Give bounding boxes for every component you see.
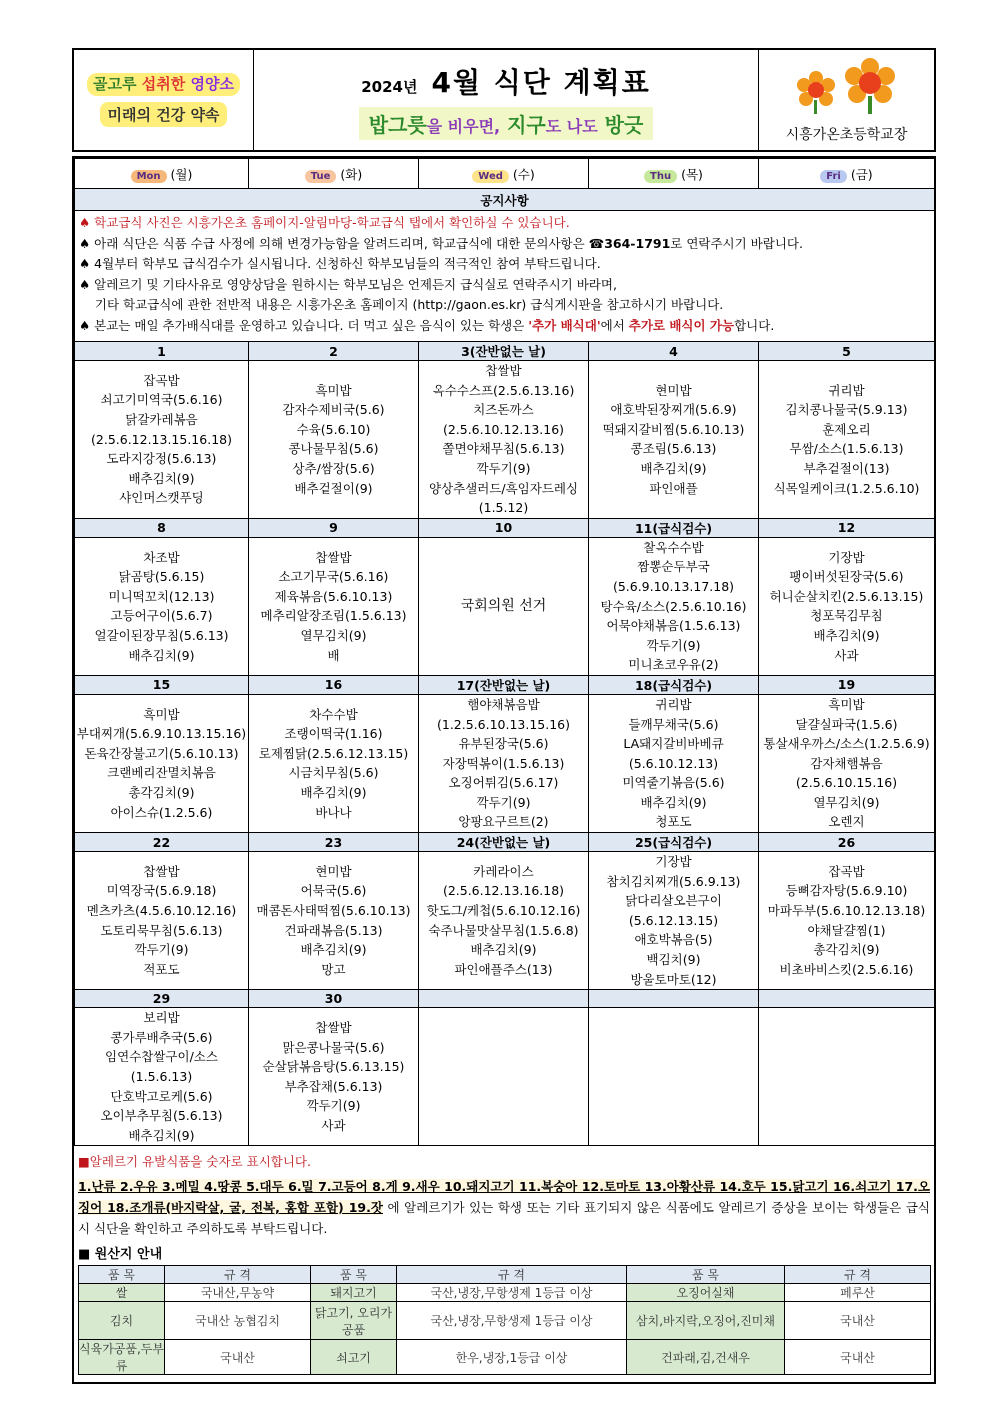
- menu-item: 깍두기(9): [476, 460, 531, 476]
- menu-item: 콩가루배추국(5.6): [110, 1029, 213, 1045]
- origin-row: [79, 1284, 931, 1302]
- date-cell: 11(급식검수): [589, 518, 759, 537]
- menu-item: 열무김치(9): [813, 794, 880, 810]
- menu-item: 짬뽕순두부국: [637, 559, 710, 575]
- date-cell: 4: [589, 342, 759, 361]
- page-title: 4월 식단 계획표: [431, 65, 651, 99]
- menu-item: 팽이버섯된장국(5.6): [789, 569, 904, 585]
- origin-header-cell: 품 목: [79, 1266, 165, 1284]
- menu-item: 매콤돈사태떡찜(5.6.10.13): [256, 903, 411, 919]
- meal-cell: [419, 361, 589, 519]
- menu-item: 얼갈이된장무침(5.6.13): [94, 627, 229, 643]
- origin-cell: 국내산: [785, 1302, 931, 1340]
- menu-item: 배추김치(9): [813, 627, 880, 643]
- menu-item: 야채달걀찜(1): [807, 922, 886, 938]
- menu-item: 닭갈카레볶음: [125, 411, 198, 427]
- meal-cell: [589, 694, 759, 832]
- meal-cell: [75, 1008, 249, 1146]
- meal-cell: [419, 694, 589, 832]
- menu-item: 국회의원 선거: [460, 597, 547, 614]
- day-header: [249, 159, 419, 189]
- meal-row: [75, 361, 935, 519]
- menu-item: 바나나: [315, 804, 352, 820]
- menu-item: 깍두기(9): [646, 637, 701, 653]
- menu-item: 도라지강정(5.6.13): [106, 451, 217, 467]
- origin-cell: 돼지고기: [311, 1284, 397, 1302]
- menu-item: 청포도: [655, 814, 692, 830]
- menu-item: 샤인머스캣푸딩: [119, 490, 204, 506]
- menu-item: 건파래볶음(5.13): [284, 922, 383, 938]
- date-cell: 26: [759, 833, 935, 852]
- origin-header-cell: 규 격: [397, 1266, 627, 1284]
- meal-cell: [75, 537, 249, 675]
- day-header: [419, 159, 589, 189]
- menu-item: (2.5.6.10.15.16): [795, 775, 898, 791]
- allergy-tail: 에 알레르기가 있는 학생 또는 기타 표기되지 않은 식품에도 알레르기 증상을 보이는 학생들은 급식 시 식단을 확인하고 주의하도록 부탁드립니다.: [78, 1200, 930, 1236]
- sub-slogan-1: 밥그릇: [368, 112, 427, 137]
- day-tag: Fri: [820, 170, 847, 183]
- meal-cell: [419, 1008, 589, 1146]
- date-row: [75, 342, 935, 361]
- menu-item: 옥수수스프(2.5.6.13.16): [432, 382, 575, 398]
- origin-cell: 식육가공품,두부류: [79, 1340, 165, 1375]
- menu-item: 크랜베리잔멸치볶음: [107, 765, 216, 781]
- origin-title: ■ 원산지 안내: [78, 1247, 163, 1262]
- meal-cell: [589, 361, 759, 519]
- meal-cell: [75, 361, 249, 519]
- menu-item: 배추김치(9): [300, 785, 367, 801]
- date-cell: 10: [419, 518, 589, 537]
- day-label: (목): [681, 166, 703, 182]
- sub-slogan: [359, 107, 654, 140]
- menu-item: 아이스슈(1.2.5.6): [110, 804, 213, 820]
- date-cell: 25(급식검수): [589, 833, 759, 852]
- menu-item: LA돼지갈비바베큐: [623, 736, 724, 752]
- date-cell: 3(잔반없는 날): [419, 342, 589, 361]
- meal-row: [75, 852, 935, 990]
- menu-item: 들깨무채국(5.6): [628, 716, 719, 732]
- menu-item: 비초바비스킷(2.5.6.16): [779, 961, 914, 977]
- menu-item: 잡곡밥: [828, 863, 865, 879]
- notice-line: ♠ 알레르기 및 기타사유로 영양상담을 원하시는 학부모님은 언제든지 급식실로 연락주시기 바라며,: [79, 276, 617, 292]
- menu-item: 깍두기(9): [476, 794, 531, 810]
- date-cell: 15: [75, 675, 249, 694]
- menu-item: 상추/쌈장(5.6): [292, 460, 375, 476]
- meal-cell: [589, 852, 759, 990]
- slogan-word-2: 섭취한: [141, 75, 186, 94]
- menu-item: 오이부추무침(5.6.13): [100, 1108, 223, 1124]
- menu-item: 배: [327, 647, 340, 663]
- meal-cell: [589, 537, 759, 675]
- menu-item: 콩조림(5.6.13): [630, 441, 717, 457]
- menu-item: 등뼈감자탕(5.6.9.10): [785, 883, 908, 899]
- menu-item: 깍두기(9): [306, 1098, 361, 1114]
- menu-item: 미역장국(5.6.9.18): [106, 883, 217, 899]
- day-header: [75, 159, 249, 189]
- date-cell: 29: [75, 990, 249, 1008]
- menu-item: 감자채햄볶음: [810, 755, 883, 771]
- menu-item: 배추김치(9): [640, 794, 707, 810]
- origin-cell: 국내산 농협김치: [165, 1302, 311, 1340]
- notice-text: 에서: [600, 317, 629, 333]
- day-tag: Wed: [472, 170, 509, 183]
- menu-item: 달걀실파국(1.5.6): [795, 716, 898, 732]
- menu-item: 마파두부(5.6.10.12.13.18): [767, 903, 926, 919]
- menu-item: 시금치무침(5.6): [288, 765, 379, 781]
- menu-item: (5.6.9.10.13.17.18): [612, 578, 735, 594]
- meal-cell: [75, 852, 249, 990]
- date-cell: 9: [249, 518, 419, 537]
- menu-item: 부대찌개(5.6.9.10.13.15.16): [76, 726, 247, 742]
- menu-item: 사과: [834, 647, 859, 663]
- menu-item: 양상추샐러드/흑임자드레싱: [428, 480, 579, 496]
- menu-item: 기장밥: [655, 854, 692, 870]
- menu-item: 파인애플주스(13): [454, 961, 553, 977]
- menu-item: 잡곡밥: [143, 372, 180, 388]
- date-cell: [589, 990, 759, 1008]
- menu-item: 백김치(9): [646, 952, 701, 968]
- menu-item: 찰옥수수밥: [643, 539, 704, 555]
- date-cell: [419, 990, 589, 1008]
- meal-cell: [249, 361, 419, 519]
- menu-item: 김치콩나물국(5.9.13): [785, 402, 908, 418]
- meal-cell: [419, 537, 589, 675]
- origin-cell: 건파래,김,건새우: [627, 1340, 785, 1375]
- menu-item: 총각김치(9): [813, 942, 880, 958]
- menu-item: 흑미밥: [828, 696, 865, 712]
- menu-item: (1.5.12): [478, 500, 529, 516]
- origin-cell: 국내산: [165, 1340, 311, 1375]
- date-cell: 18(급식검수): [589, 675, 759, 694]
- menu-item: 애호박된장찌개(5.6.9): [610, 402, 737, 418]
- menu-item: 맑은콩나물국(5.6): [282, 1039, 385, 1055]
- menu-item: 배추김치(9): [470, 942, 537, 958]
- slogan-word-3: 영양소: [190, 75, 234, 94]
- menu-item: 어묵야채볶음(1.5.6.13): [606, 618, 741, 634]
- slogan-top: [87, 73, 240, 96]
- menu-item: 카레라이스: [473, 863, 534, 879]
- menu-item: 닭곰탕(5.6.15): [118, 569, 205, 585]
- day-label: (금): [850, 166, 873, 182]
- menu-item: 배추겉절이(9): [294, 480, 373, 496]
- origin-cell: 오징어실채: [627, 1284, 785, 1302]
- menu-item: 콩나물무침(5.6): [288, 441, 379, 457]
- menu-item: 핫도그/케첩(5.6.10.12.16): [426, 903, 581, 919]
- day-tag: Mon: [131, 170, 167, 183]
- origin-cell: 삼치,바지락,오징어,진미채: [627, 1302, 785, 1340]
- date-cell: 17(잔반없는 날): [419, 675, 589, 694]
- date-row: [75, 518, 935, 537]
- menu-item: 메추리알장조림(1.5.6.13): [260, 608, 407, 624]
- menu-item: 쇠고기미역국(5.6.16): [100, 392, 223, 408]
- menu-item: 열무김치(9): [300, 627, 367, 643]
- menu-item: (2.5.6.10.12.13.16): [442, 421, 565, 437]
- meal-cell: [589, 1008, 759, 1146]
- meal-cell: [759, 537, 935, 675]
- menu-item: 흑미밥: [143, 706, 180, 722]
- meal-cell: [249, 537, 419, 675]
- menu-item: 제육볶음(5.6.10.13): [274, 588, 393, 604]
- day-tag: Tue: [305, 170, 337, 183]
- page-header: [72, 48, 936, 152]
- menu-item: 오징어튀김(5.6.17): [448, 775, 559, 791]
- notice-highlight: '추가 배식대': [528, 317, 601, 333]
- notice-line: 기타 학교급식에 관한 전반적 내용은 시흥가온초 홈페이지 (http://gaon.es.kr) 급식게시판을 참고하시기 바랍니다.: [79, 297, 724, 312]
- menu-item: 배추김치(9): [128, 470, 195, 486]
- menu-item: 방울토마토(12): [630, 971, 717, 987]
- menu-item: 고등어구이(5.6.7): [110, 608, 213, 624]
- day-header: [589, 159, 759, 189]
- slogan-box: [74, 50, 254, 150]
- meal-cell: [759, 1008, 935, 1146]
- menu-item: 총각김치(9): [128, 785, 195, 801]
- date-cell: 1: [75, 342, 249, 361]
- slogan-word-1: 골고루: [93, 75, 137, 94]
- meal-cell: [249, 852, 419, 990]
- origin-header-row: [79, 1266, 931, 1284]
- menu-item: 차수수밥: [309, 706, 358, 722]
- date-cell: 16: [249, 675, 419, 694]
- notice-line: ♠ 4월부터 학부모 급식검수가 실시됩니다. 신청하신 학부모님들의 적극적인 참여 부탁드립니다.: [79, 256, 601, 271]
- date-cell: 23: [249, 833, 419, 852]
- origin-cell: 국산,냉장,무항생제 1등급 이상: [397, 1284, 627, 1302]
- menu-item: 귀리밥: [828, 382, 865, 398]
- sub-slogan-3: 지구: [507, 112, 546, 137]
- menu-item: 돈육간장불고기(5.6.10.13): [84, 745, 239, 761]
- notice-title: 공지사항: [75, 189, 935, 211]
- menu-item: 닭다리살오븐구이: [625, 893, 722, 909]
- menu-item: 찹쌀밥: [143, 863, 180, 879]
- menu-item: 멘츠카츠(4.5.6.10.12.16): [86, 903, 237, 919]
- menu-item: 소고기무국(5.6.16): [278, 569, 389, 585]
- menu-item: 앙팡요구르트(2): [458, 814, 549, 830]
- title-box: [254, 50, 758, 150]
- meal-cell: [759, 361, 935, 519]
- origin-cell: 국내산,무농약: [165, 1284, 311, 1302]
- menu-item: 탕수육/소스(2.5.6.10.16): [600, 598, 747, 614]
- menu-item: 적포도: [143, 961, 180, 977]
- menu-item: 깍두기(9): [134, 942, 189, 958]
- menu-item: 숙주나물맛살무침(1.5.6.8): [428, 922, 579, 938]
- origin-header-cell: 규 격: [165, 1266, 311, 1284]
- menu-item: 허니순살치킨(2.5.6.13.15): [769, 588, 924, 604]
- menu-item: 수육(5.6.10): [296, 421, 371, 437]
- menu-item: 참치김치찌개(5.6.9.13): [606, 873, 741, 889]
- menu-item: (5.6.12.13.15): [628, 912, 719, 928]
- menu-item: 쫄면야채무침(5.6.13): [442, 441, 565, 457]
- notice-highlight: 추가로 배식이 가능: [628, 317, 735, 333]
- origin-cell: 김치: [79, 1302, 165, 1340]
- notice-line: [79, 234, 930, 255]
- origin-cell: 한우,냉장,1등급 이상: [397, 1340, 627, 1375]
- phone-number: ☎364-1791: [588, 235, 671, 251]
- menu-item: 오렌지: [828, 814, 865, 830]
- origin-header-cell: 규 격: [785, 1266, 931, 1284]
- menu-item: 어묵국(5.6): [300, 883, 367, 899]
- meal-cell: [75, 694, 249, 832]
- menu-item: (2.5.6.12.13.15.16.18): [91, 431, 232, 447]
- origin-cell: 쌀: [79, 1284, 165, 1302]
- menu-item: 임연수찹쌀구이/소스: [105, 1049, 218, 1065]
- sub-slogan-4: 도 나도: [545, 116, 598, 136]
- date-row: [75, 675, 935, 694]
- menu-item: 햄야채볶음밥: [467, 696, 540, 712]
- origin-row: [79, 1302, 931, 1340]
- menu-item: (5.6.10.12.13): [628, 755, 719, 771]
- meal-row: [75, 537, 935, 675]
- menu-item: 치즈돈까스: [473, 402, 534, 418]
- menu-item: 차조밥: [143, 549, 180, 565]
- menu-item: 애호박볶음(5): [634, 932, 713, 948]
- menu-item: 통살새우까스/소스(1.2.5.6.9): [763, 736, 930, 752]
- notice-text: 합니다.: [734, 317, 775, 333]
- menu-item: 자장떡볶이(1.5.6.13): [442, 755, 565, 771]
- menu-item: 미니떡꼬치(12.13): [108, 588, 215, 604]
- day-label: (화): [340, 166, 363, 182]
- day-label: (월): [170, 166, 193, 182]
- school-name: 시흥가온초등학교장: [785, 127, 908, 143]
- date-cell: 5: [759, 342, 935, 361]
- menu-item: 미역줄기볶음(5.6): [622, 775, 725, 791]
- allergy-codes: 1.난류 2.우유 3.메밀 4.땅콩 5.대두 6.밀 7.고등어 8.게 9.새우 10.돼지고기 11.복숭아 12.토마토 13.아황산류 14.호두 15.닭고기 16.쇠고기 17.오징어 18.조개류(바지락살, 굴, 전복, 홍합 포함) 19.잣: [78, 1179, 930, 1215]
- meal-cell: [759, 694, 935, 832]
- title-year: 2024년: [361, 77, 418, 96]
- school-box: [758, 50, 934, 150]
- menu-item: 흑미밥: [315, 382, 352, 398]
- menu-item: 찹쌀밥: [485, 363, 522, 378]
- date-row: [75, 990, 935, 1008]
- origin-cell: 국내산: [785, 1340, 931, 1375]
- menu-item: 단호박고로케(5.6): [110, 1088, 213, 1104]
- date-cell: 2: [249, 342, 419, 361]
- menu-item: 배추김치(9): [300, 942, 367, 958]
- date-cell: [759, 990, 935, 1008]
- sub-slogan-2: 을 비우면,: [426, 116, 501, 136]
- menu-item: 망고: [321, 961, 346, 977]
- menu-item: 부추잡채(5.6.13): [284, 1078, 383, 1094]
- menu-item: 조랭이떡국(1.16): [284, 726, 383, 742]
- slogan-bottom: 미래의 건강 약속: [100, 102, 228, 127]
- notice-text: ♠ 본교는 매일 추가배식대를 운영하고 있습니다. 더 먹고 싶은 음식이 있는 학생은: [79, 317, 529, 333]
- menu-item: 유부된장국(5.6): [458, 736, 549, 752]
- origin-cell: 국산,냉장,무항생제 1등급 이상: [397, 1302, 627, 1340]
- notice-line: ♠ 학교급식 사진은 시흥가온초 홈페이지-알림마당-학교급식 탭에서 확인하실 수 있습니다.: [79, 215, 570, 230]
- menu-item: 부추겉절이(13): [803, 460, 890, 476]
- menu-item: 보리밥: [143, 1010, 180, 1026]
- menu-item: 훈제오리: [822, 421, 871, 437]
- menu-item: 현미밥: [315, 863, 352, 879]
- meal-row: [75, 694, 935, 832]
- notice-text: ♠ 아래 식단은 식품 수급 사정에 의해 변경가능함을 알려드리며, 학교급식에 대한 문의사항은: [79, 235, 589, 251]
- day-label: (수): [512, 166, 535, 182]
- menu-item: 식목일케이크(1.2.5.6.10): [773, 480, 920, 496]
- origin-header-cell: 품 목: [311, 1266, 397, 1284]
- origin-cell: 쇠고기: [311, 1340, 397, 1375]
- day-header: [759, 159, 935, 189]
- date-cell: 24(잔반없는 날): [419, 833, 589, 852]
- date-cell: 19: [759, 675, 935, 694]
- origin-cell: 페루산: [785, 1284, 931, 1302]
- date-cell: 30: [249, 990, 419, 1008]
- allergy-list: [78, 1176, 930, 1239]
- origin-table: [78, 1265, 931, 1375]
- menu-item: 배추김치(9): [128, 647, 195, 663]
- menu-item: 현미밥: [655, 382, 692, 398]
- origin-header-cell: 품 목: [627, 1266, 785, 1284]
- menu-item: 순살닭볶음탕(5.6.13.15): [262, 1059, 405, 1075]
- notice-text: 로 연락주시기 바랍니다.: [670, 235, 803, 251]
- menu-item: 기장밥: [828, 549, 865, 565]
- menu-item: 배추김치(9): [128, 1127, 195, 1143]
- menu-item: 떡돼지갈비찜(5.6.10.13): [602, 421, 745, 437]
- allergy-note: ■알레르기 유발식품을 숫자로 표시합니다.: [78, 1154, 311, 1169]
- menu-item: 도토리묵무침(5.6.13): [100, 922, 223, 938]
- menu-item: 찹쌀밥: [315, 549, 352, 565]
- flower-icon: [794, 58, 900, 114]
- day-tag: Thu: [644, 170, 677, 183]
- sub-slogan-5: 방긋: [604, 112, 644, 137]
- date-row: [75, 833, 935, 852]
- menu-item: 로제찜닭(2.5.6.12.13.15): [258, 745, 409, 761]
- menu-item: 파인애플: [649, 480, 698, 496]
- meal-row: [75, 1008, 935, 1146]
- menu-item: 감자수제비국(5.6): [282, 402, 385, 418]
- date-cell: 12: [759, 518, 935, 537]
- menu-item: 무쌈/소스(1.5.6.13): [789, 441, 904, 457]
- menu-item: 사과: [321, 1117, 346, 1133]
- date-cell: 22: [75, 833, 249, 852]
- menu-item: 청포묵김무침: [810, 608, 883, 624]
- notice-line: [79, 316, 930, 337]
- meal-cell: [419, 852, 589, 990]
- menu-item: 찹쌀밥: [315, 1020, 352, 1036]
- meal-cell: [759, 852, 935, 990]
- menu-item: 배추김치(9): [640, 460, 707, 476]
- meal-cell: [249, 694, 419, 832]
- origin-row: [79, 1340, 931, 1375]
- notice-box: [75, 211, 935, 342]
- date-cell: 8: [75, 518, 249, 537]
- menu-item: (1.5.6.13): [130, 1069, 193, 1084]
- menu-item: (2.5.6.12.13.16.18): [442, 883, 565, 899]
- origin-cell: 닭고기, 오리가공품: [311, 1302, 397, 1340]
- menu-item: 미니초코우유(2): [628, 657, 719, 673]
- menu-item: (1.2.5.6.10.13.15.16): [436, 716, 570, 732]
- menu-item: 귀리밥: [655, 696, 692, 712]
- meal-cell: [249, 1008, 419, 1146]
